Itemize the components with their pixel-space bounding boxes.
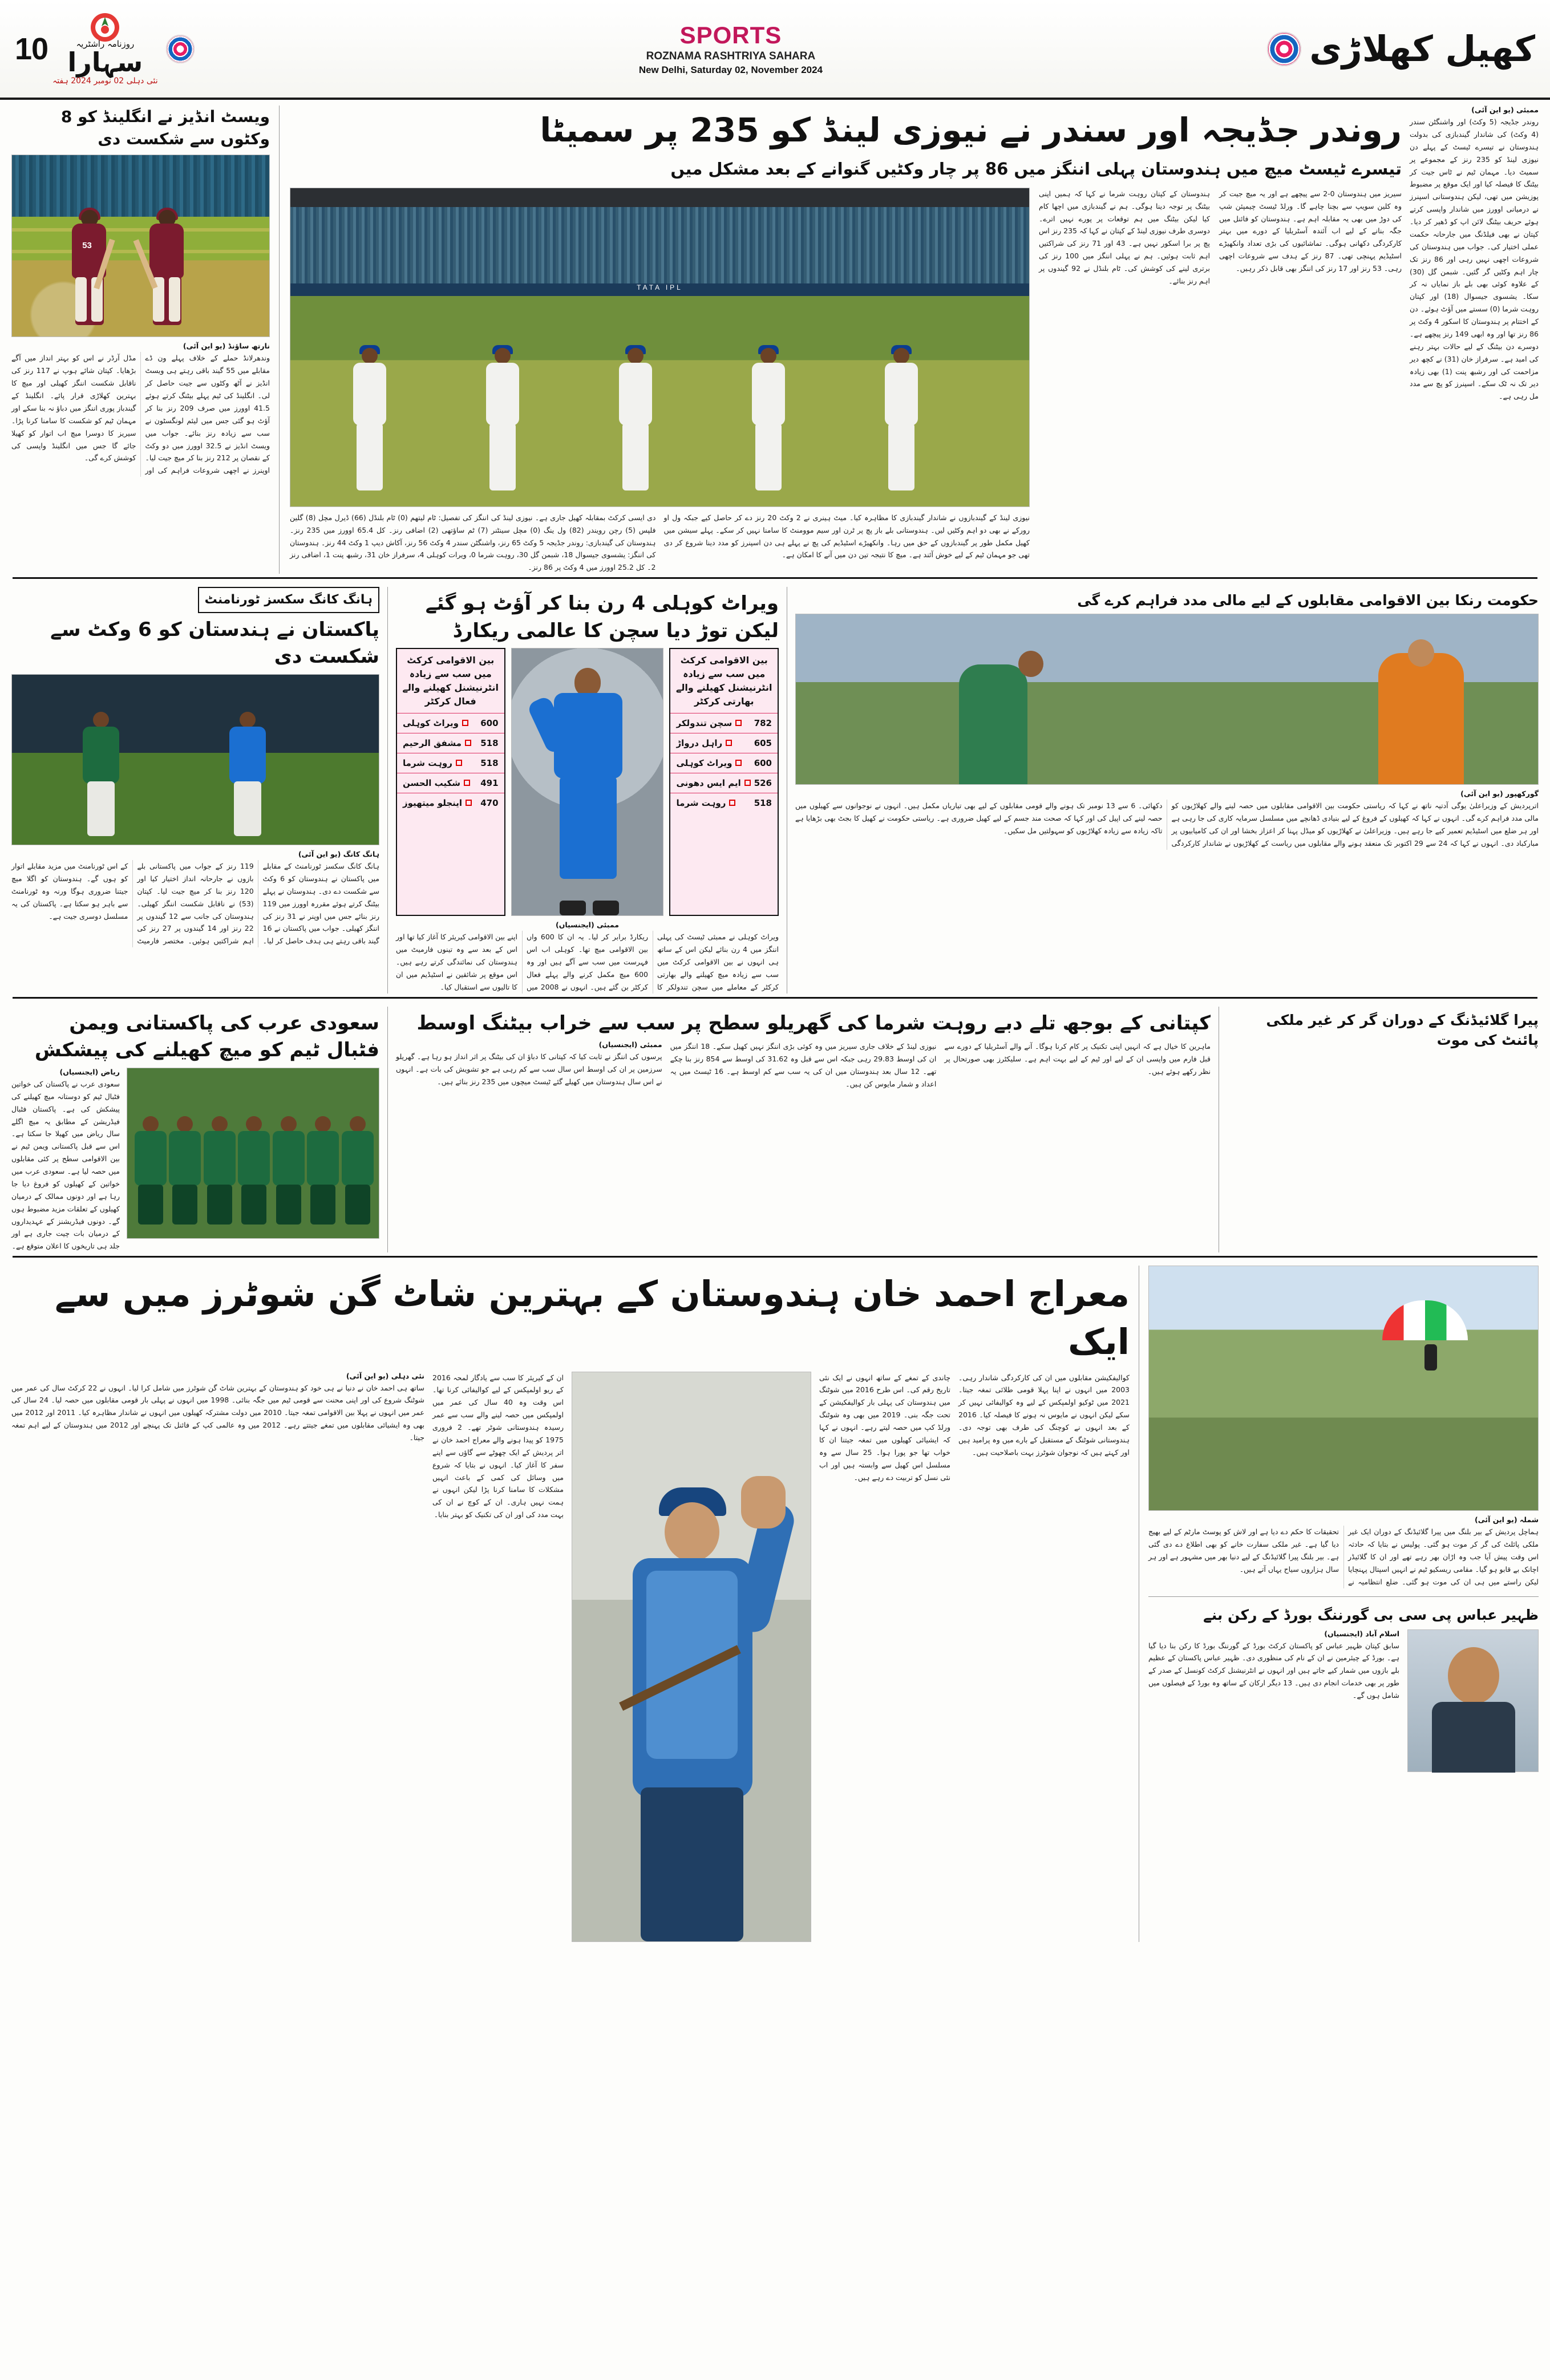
sports-title: SPORTS [679,22,782,48]
shooter-headline: معراج احمد خان ہندوستان کے بہترین شاٹ گن شوٹرز میں سے ایک [55,1273,1130,1363]
saudi-byline: ریاض (ایجنسیاں) [59,1067,120,1076]
section-divider-3 [13,1256,1537,1258]
main-photo-crowd [290,207,1029,283]
table-cell-value: 491 [480,778,499,789]
table-row [397,733,504,753]
bullet-icon [726,740,732,746]
table-cell-value: 518 [480,738,499,749]
table-row [397,713,504,733]
table-cell-value: 600 [754,758,772,769]
table-cell-name: روہت شرما [676,798,726,809]
main-byline: ممبئی (یو این آئی) [1471,106,1539,114]
story-west-indies [11,106,280,574]
table-cell-name: ویراٹ کوہلی [676,758,732,769]
right-bottom-column [1139,1266,1539,1941]
section-divider-1 [13,577,1537,579]
main-right-column [1402,106,1539,574]
bullet-icon [456,760,462,766]
parachute-icon [1382,1300,1468,1340]
masthead-right [1267,27,1535,70]
table-cell-name: روہت شرما [403,758,452,769]
main-body-col4: ہندوستان کے کپتان روہت شرما نے کہا کہ ہمیں اپنی بیٹنگ پر توجہ دینا ہوگی۔ ہم نے گیندبازی میں اچھا کام کیا لیکن بیٹنگ میں ہم توقعات پر پورے نہیں اترے۔ دوسری طرف نیوزی لینڈ کے کپتان نے کہا کہ 235 رنز اس پچ پر برا اسکور نہیں ہے۔ 43 اور 71 رنز کی شراکتیں اہم ثابت ہوئیں۔ ہم نے پہلی اننگز میں 100 رنز کی برتری لینے کی کوشش کی۔ ٹام بلنڈل نے 92 گیندوں پر اہم رنز بنائے۔ [1039,189,1210,285]
table-cell-value: 782 [754,718,772,729]
main-body-col2: دی ایسی کرکٹ بمقابلہ کھیل جاری ہے۔ نیوزی لینڈ کی اننگز کی تفصیل: ٹام لیتھم (0) ٹام بلنڈل (66) ڈیرل مچل (8) گلین فلپس (5) رچن رویندر (82) ول ینگ (0) مچل سینٹنر (7) ٹم ساؤتھی (2) اضافی رنز۔ کل 65.4 اوورز میں 235 رنز۔ ہندوستان کی گیندبازی: روندر جڈیجہ 5 وکٹ 65 رنز، واشنگٹن سندر 4 وکٹ 56 رنز، آکاش دیپ 1 وکٹ 44 رنز۔ ہندوستان کی اننگز: یشسوی جیسوال 18، شبمن گل 30، روہت شرما 0، ویرات کوہلی 4، سرفراز خان 31، رشبھ پنت 1، اضافی رنز 2۔ کل 25.2 اوورز میں 4 وکٹ پر 86 رنز۔ [290,513,656,572]
table-cell-name: شکیب الحسن [403,778,461,789]
shooter-body-col5: کوالیفکیشن مقابلوں میں ان کی کارکردگی شاندار رہی۔ 2003 میں انہوں نے اپنا پہلا قومی طلائی تمغہ جیتا۔ 2021 میں ٹوکیو اولمپکس کے لیے وہ کوالیفائی نہیں کر سکے لیکن انہوں نے مایوس نہ ہونے کا فیصلہ کیا۔ 2016 کے بعد انہوں نے کوچنگ کی طرف بھی توجہ دی۔ ہندوستانی شوٹنگ کے مستقبل کے بارے میں وہ پرامید ہیں اور کہتے ہیں کہ نوجوان شوٹرز بہت باصلاحیت ہیں۔ [958,1373,1130,1457]
govt-byline: گورکھپور (یو این آئی) [1460,789,1539,798]
story-hongkong [11,587,388,994]
kohli-table-right [396,648,505,916]
kohli-table-left [669,648,779,916]
wi-photo-crowd [12,155,269,217]
table-cell-value: 518 [480,758,499,769]
bullet-icon [735,720,742,726]
table-cell-value: 526 [754,778,772,789]
shooter-figure [597,1468,786,1941]
low-section [0,1002,1550,1252]
para-body: ہماچل پردیش کے بیر بلنگ میں پیرا گلائیڈنگ کے دوران ایک غیر ملکی پائلٹ کی گر کر موت ہو گئی۔ پولیس نے بتایا کہ حادثہ اس وقت پیش آیا جب وہ اڑان بھر رہے تھے اور ان کا گلائیڈر اچانک بے قابو ہو گیا۔ مقامی ریسکیو ٹیم نے انہیں اسپتال پہنچایا لیکن راستے میں ہی ان کی موت ہو گئی۔ ضلع انتظامیہ نے تحقیقات کا حکم دے دیا ہے اور لاش کو پوسٹ مارٹم کے لیے بھیج دیا گیا ہے۔ غیر ملکی سفارت خانے کو بھی اطلاع دے دی گئی ہے۔ بیر بلنگ پیرا گلائیڈنگ کے لیے دنیا بھر میں مشہور ہے اور ہر سال ہزاروں سیاح یہاں آتے ہیں۔ [1148,1527,1539,1586]
para-headline: پیرا گلائیڈنگ کے دوران گر کر غیر ملکی پائنٹ کی موت [1266,1011,1539,1048]
wi-body: وندھرلانڈ حملے کے خلاف پہلے ون ڈے مقابلے میں 55 گیند باقی رہتے ہی ویسٹ انڈیز نے آٹھ وکٹوں سے جیت حاصل کر لی۔ انگلینڈ کی ٹیم پہلے بیٹنگ کرتے ہوئے 41.5 اوورز میں صرف 209 رنز بنا کر آؤٹ ہو گئی جس میں لیئم لونگسٹون نے سب سے زیادہ رنز بنائے۔ جواب میں ویسٹ انڈیز نے 32.5 اوورز میں دو وکٹ کے نقصان پر 212 رنز بنا کر میچ جیت لیا۔ اوپنرز نے اچھی شروعات فراہم کی اور مڈل آرڈر نے اس کو بہتر انداز میں آگے بڑھایا۔ کپتان شائے ہوپ نے 117 رنز کی ناقابل شکست اننگز کھیلی اور میچ کا بہترین کھلاڑی قرار پائے۔ انگلینڈ کے گیندباز پوری اننگز میں دباؤ نہ بنا سکے اور مہمان ٹیم کو شکست کا سامنا کرنا پڑا۔ سیریز کا دوسرا میچ اب اتوار کو کھیلا جائے گا جس میں انگلینڈ واپسی کی کوشش کرے گی۔ [11,354,270,475]
story-main [280,106,1402,574]
decorative-rosette-left-icon [166,35,195,63]
saudi-headline: سعودی عرب کی پاکستانی ویمن فٹبال ٹیم کو میچ کھیلنے کی پیشکش [34,1011,379,1062]
city-date-line: New Delhi, Saturday 02, November 2024 [638,64,823,75]
bottom-section [0,1261,1550,1951]
hk-body: ہانگ کانگ سکسز ٹورنامنٹ کے مقابلے میں پاکستان نے ہندوستان کو 6 وکٹ سے شکست دے دی۔ ہندوستان نے پہلے بیٹنگ کرتے ہوئے مقررہ اوورز میں 119 رنز بنائے جس میں اوپنر نے 31 رنز کی اننگز کھیلی۔ جواب میں پاکستان نے 16 گیند باقی رہتے ہی ہدف حاصل کر لیا۔ 119 رنز کے جواب میں پاکستانی بلے بازوں نے جارحانہ انداز اختیار کیا اور 120 رنز بنا کر میچ جیت لیا۔ کپتان (53) نے ناقابل شکست اننگز کھیلی۔ ہندوستان کی جانب سے 12 گیندوں پر 22 رنز اور 14 گیندوں پر 27 رنز کی اہم شراکتیں ہوئیں۔ مختصر فارمیٹ کے اس ٹورنامنٹ میں مزید مقابلے اتوار کو ہوں گے۔ ہندوستان کو اگلا میچ جیتنا ضروری ہوگا ورنہ وہ ٹورنامنٹ سے باہر ہو سکتا ہے۔ پاکستان کی یہ مسلسل دوسری جیت ہے۔ [11,862,379,946]
hk-photo [11,674,379,845]
story-shooter [11,1266,1139,1941]
para-byline: شملہ (یو این آئی) [1475,1515,1539,1525]
bullet-icon [729,800,735,806]
story-para-top [1219,1007,1539,1252]
hk-kicker: ہانگ کانگ سکسز ٹورنامنٹ [204,593,373,607]
para-photo [1148,1266,1539,1511]
main-headline: روندر جڈیجہ اور سندر نے نیوزی لینڈ کو 235 پر سمیٹا [540,111,1402,149]
table-row [670,733,778,753]
bullet-icon [466,800,472,806]
kohli-figure [533,664,642,915]
table-row [670,753,778,773]
table-row [397,753,504,773]
kohli-byline: ممبئی (ایجنسیاں) [555,921,620,930]
table-row [397,793,504,813]
table-cell-name: راہل درواڑ [676,738,723,749]
shooter-body-col2: ان کے کیریئر کا سب سے یادگار لمحہ 2016 کے ریو اولمپکس کے لیے کوالیفائی کرنا تھا۔ اس وقت وہ 40 سال کی عمر میں اولمپکس میں حصہ لینے والے سب سے عمر رسیدہ ہندوستانی شوٹر تھے۔ 2 فروری 1975 کو پیدا ہونے والے معراج احمد خان نے اتر پردیش کے ایک چھوٹے سے گاؤں سے اپنے سفر کا آغاز کیا۔ انہوں نے بتایا کہ شروع میں وسائل کی کمی کے باعث انہیں مشکلات کا سامنا کرنا پڑا لیکن انہوں نے ہمت نہیں ہاری۔ ان کے کوچ نے ان کی بہت مدد کی اور ان کی تکنیک کو بہتر بنایا۔ [432,1373,564,1519]
story-kohli [388,587,787,994]
divider-zaheer [1148,1596,1539,1597]
kohli-table-right-title: بین الاقوامی کرکٹ میں سب سے زیادہ انٹرنیشنل کھیلنے والے فعال کرکٹر [402,655,499,707]
rohit-byline: ممبئی (ایجنسیاں) [598,1040,662,1049]
saudi-body: سعودی عرب نے پاکستان کی خواتین فٹبال ٹیم کو دوستانہ میچ کھیلنے کی پیشکش کی ہے۔ پاکستان فٹبال فیڈریشن کے مطابق یہ میچ اگلے سال ریاض میں کھیلا جا سکتا ہے۔ اس سے قبل پاکستانی ویمن ٹیم نے بین الاقوامی سطح پر کئی مقابلوں میں حصہ لیا ہے۔ سعودی عرب میں خواتین کے کھیلوں کو فروغ دیا جا رہا ہے اور دونوں ممالک کے درمیان کھیلوں کے تعلقات مزید مضبوط ہوں گے۔ دونوں فیڈریشنز کے عہدیداروں کے درمیان بات چیت جاری ہے اور جلد ہی تاریخوں کا اعلان متوقع ہے۔ [11,1079,120,1251]
zaheer-body: سابق کپتان ظہیر عباس کو پاکستان کرکٹ بورڈ کے گورننگ بورڈ کا رکن بنا دیا گیا ہے۔ بورڈ کے چیئرمین نے ان کے نام کی منظوری دی۔ ظہیر عباس پاکستان کے عظیم بلے بازوں میں شمار کیے جاتے ہیں اور انہوں نے انٹرنیشنل کرکٹ کونسل کے صدر کے طور پر بھی خدمات انجام دی ہیں۔ 13 دیگر ارکان کے ساتھ وہ بورڈ کے فیصلوں میں شامل ہوں گے۔ [1148,1641,1399,1700]
bullet-icon [744,780,751,786]
table-cell-name: اینجلو میتھیوز [403,798,463,809]
main-subhead: تیسرے ٹیسٹ میچ میں ہندوستان پہلی اننگز میں 86 پر چار وکٹیں گنوانے کے بعد مشکل میں [670,159,1402,179]
govt-headline: حکومت رنکا بین الاقوامی مقابلوں کے لیے مالی مدد فراہم کرے گی [1077,592,1539,609]
main-body-col1: روندر جڈیجہ (5 وکٹ) اور واشنگٹن سندر (4 وکٹ) کی شاندار گیندبازی کی بدولت ہندوستان نے تیسرے ٹیسٹ کے پہلے دن نیوزی لینڈ کو 235 رنز کے مجموعے پر سمیٹ دیا۔ مہمان ٹیم نے ٹاس جیت کر بیٹنگ کا فیصلہ کیا اور ایک موقع پر مضبوط پوزیشن میں تھی، لیکن ہندوستانی اسپنرز نے درمیانی اوورز میں شاندار واپسی کرتے ہوئے حریف بیٹنگ لائن اپ کو ڈھیر کر دیا۔ کپتان نے بھی فیلڈنگ میں جارحانہ حکمت عملی اختیار کی۔ جواب میں ہندوستان کی شروعات اچھی نہیں رہی اور 86 رنز تک چار اہم وکٹیں گر گئیں۔ شبمن گل (30) کے علاوہ کوئی بھی بلے باز نمایاں نہ کر سکا۔ یشسوی جیسوال (18) اور کپتان روہت شرما (0) سستے میں آؤٹ ہوئے۔ دن کے اختتام پر ہندوستان کا اسکور 4 وکٹ پر 86 رنز تھا اور وہ ابھی 149 رنز پیچھے ہے۔ دوسرے دن بیٹنگ کے لیے حالات بہتر رہنے کی امید ہے۔ سرفراز خان (31) نے کچھ دیر مزاحمت کی اور رشبھ پنت (1) بھی زیادہ دیر تک نہ ٹک سکے۔ اسپنرز کو پچ سے مدد مل رہی ہے۔ [1410,117,1539,401]
table-cell-name: ویراٹ کوہلی [403,718,459,729]
wi-photo-player-2 [146,210,188,330]
table-row [670,713,778,733]
page-number: 10 [15,31,48,66]
kohli-headline: ویراٹ کوہلی 4 رن بنا کر آؤٹ ہو گئے لیکن توڑ دیا سچن کا عالمی ریکارڈ [425,592,779,642]
wi-byline: نارتھ ساؤنڈ (یو این آئی) [183,342,270,351]
zaheer-headline: ظہیر عباس پی سی بی گورننگ بورڈ کے رکن بنے [1203,1606,1539,1623]
main-body-col5: سیریز میں ہندوستان 0-2 سے پیچھے ہے اور یہ میچ جیت کر وہ کلین سویپ سے بچنا چاہے گا۔ ورلڈ ٹیسٹ چیمپئن شپ کی دوڑ میں بھی یہ مقابلہ اہم ہے۔ ہندوستان کو فائنل میں جگہ بنانے کے لیے اب آئندہ آسٹریلیا کے دورے میں بہتر کارکردگی دکھانی ہوگی۔ تماشائیوں کی بڑی تعداد وانکھیڑے اسٹیڈیم پہنچی تھی۔ 87 رنز کے ہدف سے شروعات اچھی رہی۔ 53 رنز اور 17 رنز کی اننگز بھی قابل ذکر رہیں۔ [1219,189,1402,273]
govt-body: اترپردیش کے وزیراعلیٰ یوگی آدتیہ ناتھ نے کہا کہ ریاستی حکومت بین الاقوامی مقابلوں میں حصہ لینے والے کھلاڑیوں کو مالی مدد فراہم کرے گی۔ انہوں نے کہا کہ کھیلوں کے فروغ کے لیے بنیادی ڈھانچے میں مسلسل سرمایہ کاری کی جا رہی ہے اور ہر ضلع میں اسٹیڈیم تعمیر کیے جا رہے ہیں۔ وزیراعلیٰ نے کھلاڑیوں کو میڈل پہنا کر اعزاز بخشا اور ان کی کامیابیوں پر مبارکباد دی۔ انہوں نے کہا کہ 24 سے 29 اکتوبر تک منعقد ہونے والے مقابلوں میں ریاست کے کھلاڑیوں نے شاندار کارکردگی دکھائی۔ 6 سے 13 نومبر تک ہونے والے قومی مقابلوں کے لیے بھی تیاریاں مکمل ہیں۔ انہوں نے نوجوانوں سے کھیلوں میں حصہ لینے کی اپیل کی اور کہا کہ صحت مند جسم کے لیے کھیل ضروری ہے۔ ریاستی حکومت نے کھیل کا بجٹ بھی بڑھایا ہے تاکہ زیادہ سے زیادہ کھلاڑیوں کو سہولتیں مل سکیں۔ [795,801,1539,848]
table-row [670,793,778,813]
rohit-body-col3: ماہرین کا خیال ہے کہ انہیں اپنی تکنیک پر کام کرنا ہوگا۔ آنے والے آسٹریلیا کے دورے سے قبل فارم میں واپسی ان کے لیے اور ٹیم کے لیے بہت اہم ہے۔ سلیکٹرز بھی صورتحال پر نظر رکھے ہوئے ہیں۔ [944,1042,1211,1076]
story-govt [787,587,1539,994]
wi-photo-player-1: 53 [68,210,111,330]
shooter-body-col1: ساتھ ہی احمد خان نے دنیا نے ہی خود کو ہندوستان کے بہترین شاٹ گن شوٹرز میں شامل کرا لیا۔ انہوں نے 22 کرکٹ سال کی عمر میں شوٹنگ شروع کی اور اپنی محنت سے قومی ٹیم میں جگہ بنائی۔ 1998 میں انہوں نے پہلی بار قومی مقابلوں میں حصہ لیا۔ 24 سال کی عمر میں انہوں نے پہلا بین الاقوامی تمغہ جیتا۔ 2010 میں دولت مشترکہ کھیلوں میں انہوں نے شاندار مظاہرہ کیا۔ 2011 اور 2012 میں بھی وہ ایشیائی مقابلوں میں تمغے جیتتے رہے۔ 2012 میں وہ عالمی کپ کے فائنل تک پہنچے اور 2012 میں ہندوستان کے لیے اہم تمغہ جیتا۔ [11,1383,425,1442]
masthead [0,0,1550,100]
logo-main-text: سہارا [67,46,143,78]
bullet-icon [462,720,468,726]
publication-logo [52,13,158,86]
rohit-body-col1: پرسوں کی اننگز نے ثابت کیا کہ کپتانی کا دباؤ ان کی بیٹنگ پر اثر انداز ہو رہا ہے۔ گھریلو سرزمین پر ان کی اوسط اس سال سب سے کم رہی ہے جو تشویش کی بات ہے۔ انہوں نے اس سال ہندوستان میں کھیلے گئے ٹیسٹ میچوں میں 235 رنز بنائے ہیں۔ [396,1052,662,1086]
paraglider-pilot [1424,1344,1437,1371]
table-row [670,773,778,793]
saudi-photo [127,1068,379,1239]
bullet-icon [465,740,471,746]
table-cell-name: ایم ایس دھونی [676,778,741,789]
shooter-photo [572,1372,811,1942]
top-section [0,100,1550,574]
section-title-urdu: کھیل کھلاڑی [1309,27,1535,70]
story-rohit [388,1007,1219,1252]
decorative-rosette-right-icon [1267,32,1301,66]
main-photo-banner: TATA IPL [290,283,1029,296]
table-row [397,773,504,793]
wi-photo [11,155,270,337]
rohit-headline: کپتانی کے بوجھ تلے دبے روہت شرما کی گھریلو سطح پر سب سے خراب بیٹنگ اوسط [416,1011,1211,1035]
hk-headline: پاکستان نے ہندستان کو 6 وکٹ سے شکست دی [50,618,379,668]
section-divider-2 [13,997,1537,999]
table-cell-name: سچن تندولکر [676,718,732,729]
wi-headline: ویسٹ انڈیز نے انگلینڈ کو 8 وکٹوں سے شکست دی [60,107,270,149]
kohli-body: ویراٹ کوہلی نے ممبئی ٹیسٹ کی پہلی اننگز میں 4 رن بنائے لیکن اس کے ساتھ ہی انہوں نے بین الاقوامی کرکٹ میں سب سے زیادہ میچ کھیلنے والے بھارتی کرکٹر کے معاملے میں سچن تندولکر کا ریکارڈ برابر کر لیا۔ یہ ان کا 600 واں بین الاقوامی میچ تھا۔ کوہلی اب اس فہرست میں سب سے آگے ہیں اور وہ 600 میچ مکمل کرنے والے پہلے فعال کرکٹر بن گئے ہیں۔ انہوں نے 2008 میں اپنے بین الاقوامی کیریئر کا آغاز کیا تھا اور اس کے بعد سے وہ تینوں فارمیٹ میں ہندوستان کی نمائندگی کرتے رہے ہیں۔ اس موقع پر شائقین نے اسٹیڈیم میں ان کا تالیوں سے استقبال کیا۔ [396,932,779,991]
govt-photo [795,614,1539,785]
bullet-icon [464,780,470,786]
main-body-col3: نیوزی لینڈ کے گیندبازوں نے شاندار گیندبازی کا مظاہرہ کیا۔ میٹ ہینری نے 2 وکٹ 20 رنز دے کر حاصل کیے جبکہ ول او رورکے نے بھی دو اہم وکٹیں لیں۔ ہندوستانی بلے باز پچ پر ٹرن اور سیم موومنٹ کا سامنا نہیں کر سکے۔ پہلے سیشن میں کھیل مکمل طور پر گیندبازوں کے حق میں رہا۔ وانکھیڑے اسٹیڈیم کی پچ نے پہلے ہی دن اسپنرز کو مدد دینا شروع کر دی تھی جو مہمان ٹیم کے لیے خوش آئند ہے۔ میچ کا نتیجہ تین دن میں آنے کا امکان ہے۔ [663,513,1030,559]
logo-top-text: روزنامہ راشٹریہ [76,38,135,49]
table-cell-value: 605 [754,738,772,749]
table-cell-value: 470 [480,798,499,809]
table-cell-value: 518 [754,798,772,809]
sahara-emblem-icon [90,13,120,42]
story-saudi [11,1007,388,1252]
logo-date-text: نئی دہلی 02 نومبر 2024 ہفتہ [52,76,158,86]
bullet-icon [735,760,742,766]
shooter-body-col4: چاندی کے تمغے کے ساتھ انہوں نے ایک نئی تاریخ رقم کی۔ اس طرح 2016 میں شوٹنگ میں ہندوستان کی پہلی بار کوالیفکیشن کے تحت جگہ بنی۔ 2019 میں بھی وہ شوٹنگ ورلڈ کپ میں حصہ لیتے رہے۔ انہوں نے کہا کہ ایشیائی کھیلوں میں تمغہ جیتنا ان کا خواب تھا جو پورا ہوا۔ 25 سال سے وہ مسلسل اس کھیل سے وابستہ ہیں اور اب نئی نسل کو تربیت دے رہے ہیں۔ [819,1373,950,1482]
rohit-body-col2: نیوزی لینڈ کے خلاف جاری سیریز میں وہ کوئی بڑی اننگز نہیں کھیل سکے۔ 18 اننگز میں ان کی اوسط 29.83 رہی جبکہ اس سے قبل وہ 31.62 کی اوسط سے 854 رنز بنا چکے تھے۔ 12 سال بعد ہندوستان میں ان کی یہ سب سے کم اوسط ہے۔ 16 ٹیسٹ میں یہ اعداد و شمار مایوس کن ہیں۔ [670,1042,937,1088]
kohli-photo [511,648,664,916]
zaheer-byline: اسلام آباد (ایجنسیاں) [1324,1629,1399,1638]
kohli-table-left-title: بین الاقوامی کرکٹ میں سب سے زیادہ انٹرنیشنل کھیلنے والے بھارتی کرکٹر [676,655,772,707]
table-cell-name: مشفق الرحیم [403,738,462,749]
masthead-center [195,22,1268,76]
main-photo [290,188,1030,507]
table-cell-value: 600 [480,718,499,729]
zaheer-photo [1407,1629,1539,1772]
mid-section [0,582,1550,994]
publication-name-line: ROZNAMA RASHTRIYA SAHARA [646,50,816,62]
shooter-byline: نئی دہلی (یو این آئی) [346,1371,424,1380]
hk-byline: ہانگ کانگ (یو این آئی) [298,850,379,859]
